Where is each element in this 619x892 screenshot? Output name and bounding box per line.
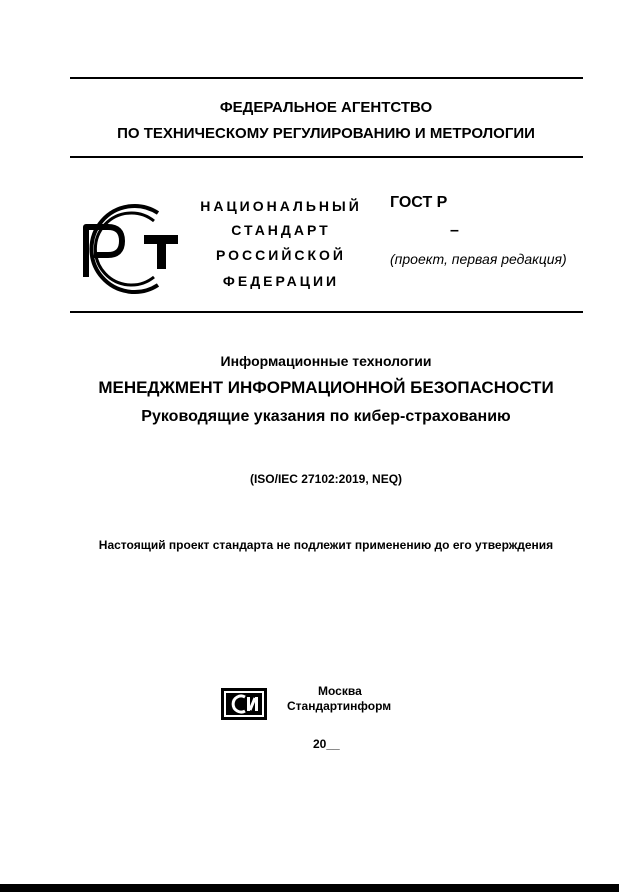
document-subtitle: Руководящие указания по кибер-страхованию xyxy=(141,408,511,425)
gost-number: – xyxy=(450,222,459,239)
bottom-border xyxy=(0,884,619,892)
national-standard-line-1: НАЦИОНАЛЬНЫЙ xyxy=(200,198,362,214)
document-notice: Настоящий проект стандарта не подлежит применению до его утверждения xyxy=(98,538,554,552)
document-title: МЕНЕДЖМЕНТ ИНФОРМАЦИОННОЙ БЕЗОПАСНОСТИ xyxy=(98,378,554,397)
standartinform-logo-icon xyxy=(221,688,267,720)
document-reference: (ISO/IEC 27102:2019, NEQ) xyxy=(249,472,403,486)
national-standard-line-4: ФЕДЕРАЦИИ xyxy=(222,273,340,289)
national-standard-line-2: СТАНДАРТ xyxy=(231,222,331,238)
header-rule xyxy=(70,311,583,313)
gost-edition: (проект, первая редакция) xyxy=(390,251,567,267)
national-standard-line-3: РОССИЙСКОЙ xyxy=(216,247,346,263)
agency-line-2: ПО ТЕХНИЧЕСКОМУ РЕГУЛИРОВАНИЮ И МЕТРОЛОГИИ xyxy=(117,125,535,142)
top-rule xyxy=(70,77,583,79)
gost-title: ГОСТ Р xyxy=(390,194,448,211)
publisher-name: Стандартинформ xyxy=(287,699,392,713)
publisher-city: Москва xyxy=(318,684,362,698)
rst-logo-icon xyxy=(66,199,186,299)
publication-year: 20__ xyxy=(313,737,340,751)
agency-rule xyxy=(70,156,583,158)
agency-line-1: ФЕДЕРАЛЬНОЕ АГЕНТСТВО xyxy=(219,99,433,116)
document-subject: Информационные технологии xyxy=(220,353,432,369)
